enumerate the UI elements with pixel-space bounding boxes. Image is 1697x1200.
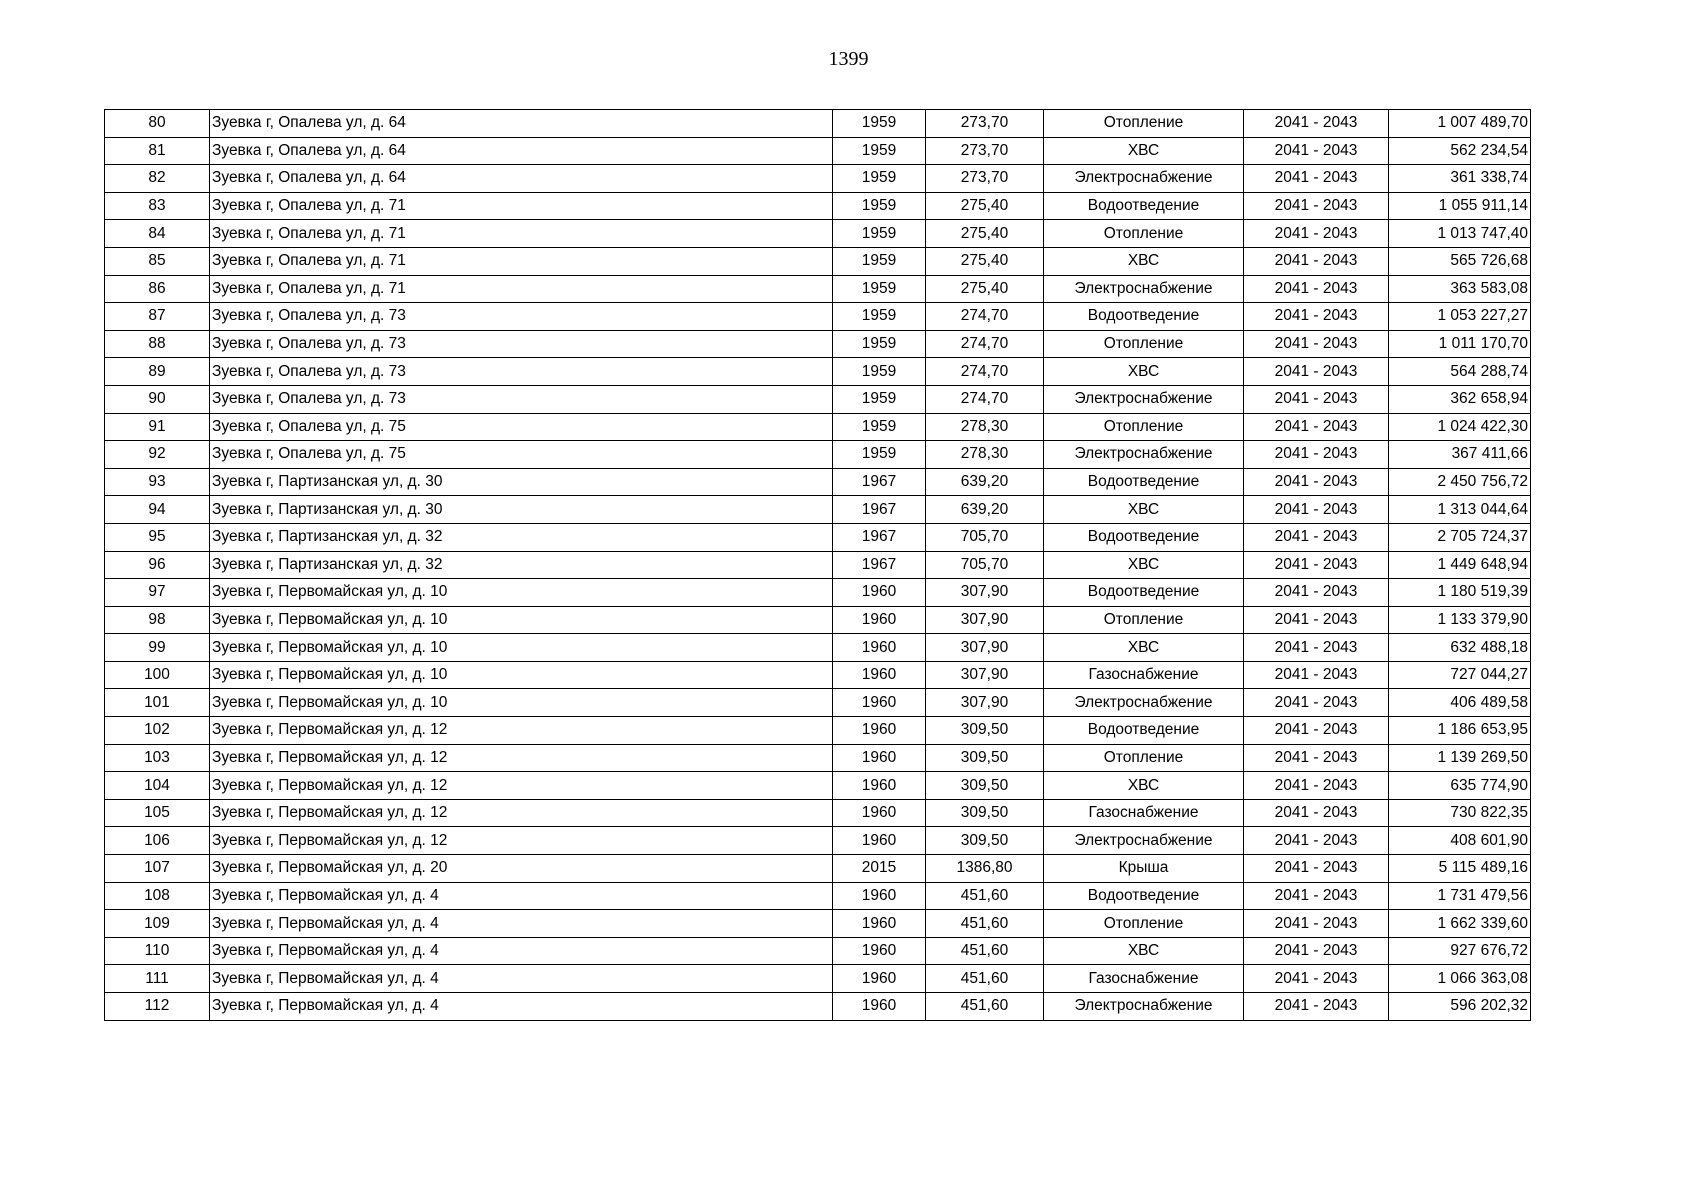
work-type-cell: Отопление — [1044, 220, 1244, 248]
build-year-cell: 1959 — [833, 192, 926, 220]
address-cell: Зуевка г, Опалева ул, д. 71 — [210, 192, 833, 220]
table-row — [105, 110, 1531, 138]
area-cell: 309,50 — [926, 799, 1044, 827]
period-cell: 2041 - 2043 — [1244, 661, 1389, 689]
address-cell: Зуевка г, Первомайская ул, д. 12 — [210, 744, 833, 772]
work-type-cell: Водоотведение — [1044, 523, 1244, 551]
period-cell: 2041 - 2043 — [1244, 827, 1389, 855]
row-number: 107 — [105, 855, 210, 883]
period-cell: 2041 - 2043 — [1244, 110, 1389, 138]
work-type-cell: ХВС — [1044, 937, 1244, 965]
row-number: 104 — [105, 772, 210, 800]
build-year-cell: 1959 — [833, 303, 926, 331]
cost-cell: 2 450 756,72 — [1389, 468, 1531, 496]
address-cell: Зуевка г, Первомайская ул, д. 10 — [210, 689, 833, 717]
cost-cell: 367 411,66 — [1389, 441, 1531, 469]
row-number: 92 — [105, 441, 210, 469]
cost-cell: 1 313 044,64 — [1389, 496, 1531, 524]
area-cell: 1386,80 — [926, 855, 1044, 883]
row-number: 84 — [105, 220, 210, 248]
work-type-cell: Газоснабжение — [1044, 661, 1244, 689]
table-row — [105, 137, 1531, 165]
address-cell: Зуевка г, Первомайская ул, д. 10 — [210, 634, 833, 662]
address-cell: Зуевка г, Опалева ул, д. 64 — [210, 110, 833, 138]
cost-cell: 596 202,32 — [1389, 993, 1531, 1021]
build-year-cell: 1960 — [833, 882, 926, 910]
row-number: 85 — [105, 247, 210, 275]
cost-cell: 2 705 724,37 — [1389, 523, 1531, 551]
address-cell: Зуевка г, Опалева ул, д. 71 — [210, 220, 833, 248]
area-cell: 451,60 — [926, 910, 1044, 938]
cost-cell: 1 053 227,27 — [1389, 303, 1531, 331]
address-cell: Зуевка г, Первомайская ул, д. 4 — [210, 937, 833, 965]
build-year-cell: 1959 — [833, 330, 926, 358]
area-cell: 705,70 — [926, 551, 1044, 579]
build-year-cell: 1967 — [833, 551, 926, 579]
build-year-cell: 1959 — [833, 110, 926, 138]
table-row — [105, 772, 1531, 800]
address-cell: Зуевка г, Опалева ул, д. 64 — [210, 165, 833, 193]
row-number: 102 — [105, 717, 210, 745]
area-cell: 705,70 — [926, 523, 1044, 551]
address-cell: Зуевка г, Первомайская ул, д. 12 — [210, 799, 833, 827]
cost-cell: 406 489,58 — [1389, 689, 1531, 717]
table-row — [105, 165, 1531, 193]
period-cell: 2041 - 2043 — [1244, 689, 1389, 717]
area-cell: 451,60 — [926, 937, 1044, 965]
period-cell: 2041 - 2043 — [1244, 551, 1389, 579]
build-year-cell: 1959 — [833, 137, 926, 165]
period-cell: 2041 - 2043 — [1244, 192, 1389, 220]
period-cell: 2041 - 2043 — [1244, 579, 1389, 607]
cost-cell: 727 044,27 — [1389, 661, 1531, 689]
cost-cell: 5 115 489,16 — [1389, 855, 1531, 883]
cost-cell: 565 726,68 — [1389, 247, 1531, 275]
table-row — [105, 855, 1531, 883]
row-number: 81 — [105, 137, 210, 165]
area-cell: 274,70 — [926, 385, 1044, 413]
build-year-cell: 1960 — [833, 993, 926, 1021]
row-number: 82 — [105, 165, 210, 193]
area-cell: 273,70 — [926, 137, 1044, 165]
address-cell: Зуевка г, Опалева ул, д. 71 — [210, 247, 833, 275]
area-cell: 309,50 — [926, 827, 1044, 855]
area-cell: 639,20 — [926, 496, 1044, 524]
address-cell: Зуевка г, Первомайская ул, д. 4 — [210, 910, 833, 938]
work-type-cell: Электроснабжение — [1044, 441, 1244, 469]
address-cell: Зуевка г, Партизанская ул, д. 30 — [210, 468, 833, 496]
address-cell: Зуевка г, Опалева ул, д. 64 — [210, 137, 833, 165]
build-year-cell: 1960 — [833, 606, 926, 634]
build-year-cell: 1960 — [833, 910, 926, 938]
period-cell: 2041 - 2043 — [1244, 441, 1389, 469]
table-row — [105, 220, 1531, 248]
table-row — [105, 910, 1531, 938]
period-cell: 2041 - 2043 — [1244, 993, 1389, 1021]
work-type-cell: Отопление — [1044, 330, 1244, 358]
table-row — [105, 799, 1531, 827]
address-cell: Зуевка г, Первомайская ул, д. 10 — [210, 661, 833, 689]
cost-cell: 1 662 339,60 — [1389, 910, 1531, 938]
period-cell: 2041 - 2043 — [1244, 910, 1389, 938]
table-row — [105, 192, 1531, 220]
period-cell: 2041 - 2043 — [1244, 220, 1389, 248]
address-cell: Зуевка г, Опалева ул, д. 73 — [210, 330, 833, 358]
area-cell: 275,40 — [926, 192, 1044, 220]
row-number: 110 — [105, 937, 210, 965]
period-cell: 2041 - 2043 — [1244, 358, 1389, 386]
period-cell: 2041 - 2043 — [1244, 855, 1389, 883]
build-year-cell: 1960 — [833, 937, 926, 965]
work-type-cell: Отопление — [1044, 413, 1244, 441]
work-type-cell: Электроснабжение — [1044, 993, 1244, 1021]
work-type-cell: Водоотведение — [1044, 882, 1244, 910]
area-cell: 274,70 — [926, 358, 1044, 386]
table-row — [105, 744, 1531, 772]
row-number: 101 — [105, 689, 210, 717]
table-row — [105, 551, 1531, 579]
cost-cell: 1 024 422,30 — [1389, 413, 1531, 441]
table-row — [105, 358, 1531, 386]
table-row — [105, 606, 1531, 634]
build-year-cell: 1960 — [833, 717, 926, 745]
cost-cell: 408 601,90 — [1389, 827, 1531, 855]
cost-cell: 363 583,08 — [1389, 275, 1531, 303]
cost-cell: 1 013 747,40 — [1389, 220, 1531, 248]
table-row — [105, 882, 1531, 910]
cost-cell: 564 288,74 — [1389, 358, 1531, 386]
cost-cell: 1 449 648,94 — [1389, 551, 1531, 579]
table-row — [105, 937, 1531, 965]
period-cell: 2041 - 2043 — [1244, 137, 1389, 165]
work-type-cell: Электроснабжение — [1044, 689, 1244, 717]
table-row — [105, 993, 1531, 1021]
cost-cell: 1 180 519,39 — [1389, 579, 1531, 607]
address-cell: Зуевка г, Партизанская ул, д. 32 — [210, 551, 833, 579]
cost-cell: 730 822,35 — [1389, 799, 1531, 827]
table-row — [105, 965, 1531, 993]
period-cell: 2041 - 2043 — [1244, 965, 1389, 993]
period-cell: 2041 - 2043 — [1244, 523, 1389, 551]
cost-cell: 562 234,54 — [1389, 137, 1531, 165]
build-year-cell: 1967 — [833, 496, 926, 524]
work-type-cell: ХВС — [1044, 137, 1244, 165]
cost-cell: 1 007 489,70 — [1389, 110, 1531, 138]
row-number: 80 — [105, 110, 210, 138]
work-type-cell: ХВС — [1044, 247, 1244, 275]
cost-cell: 1 055 911,14 — [1389, 192, 1531, 220]
build-year-cell: 1959 — [833, 220, 926, 248]
table-row — [105, 689, 1531, 717]
work-type-cell: Отопление — [1044, 110, 1244, 138]
work-type-cell: Электроснабжение — [1044, 165, 1244, 193]
cost-cell: 1 011 170,70 — [1389, 330, 1531, 358]
area-cell: 307,90 — [926, 579, 1044, 607]
period-cell: 2041 - 2043 — [1244, 772, 1389, 800]
area-cell: 278,30 — [926, 441, 1044, 469]
area-cell: 273,70 — [926, 165, 1044, 193]
table-row — [105, 468, 1531, 496]
table-row — [105, 523, 1531, 551]
row-number: 105 — [105, 799, 210, 827]
build-year-cell: 1959 — [833, 275, 926, 303]
area-cell: 274,70 — [926, 330, 1044, 358]
address-cell: Зуевка г, Опалева ул, д. 71 — [210, 275, 833, 303]
row-number: 83 — [105, 192, 210, 220]
address-cell: Зуевка г, Партизанская ул, д. 32 — [210, 523, 833, 551]
work-type-cell: Электроснабжение — [1044, 275, 1244, 303]
address-cell: Зуевка г, Первомайская ул, д. 12 — [210, 772, 833, 800]
period-cell: 2041 - 2043 — [1244, 330, 1389, 358]
address-cell: Зуевка г, Первомайская ул, д. 4 — [210, 965, 833, 993]
repair-schedule-table — [104, 109, 1531, 1021]
row-number: 108 — [105, 882, 210, 910]
work-type-cell: Водоотведение — [1044, 303, 1244, 331]
address-cell: Зуевка г, Опалева ул, д. 75 — [210, 413, 833, 441]
address-cell: Зуевка г, Опалева ул, д. 73 — [210, 385, 833, 413]
work-type-cell: Водоотведение — [1044, 468, 1244, 496]
address-cell: Зуевка г, Партизанская ул, д. 30 — [210, 496, 833, 524]
area-cell: 309,50 — [926, 772, 1044, 800]
row-number: 100 — [105, 661, 210, 689]
build-year-cell: 1960 — [833, 799, 926, 827]
address-cell: Зуевка г, Первомайская ул, д. 10 — [210, 606, 833, 634]
table-row — [105, 661, 1531, 689]
row-number: 86 — [105, 275, 210, 303]
work-type-cell: ХВС — [1044, 551, 1244, 579]
build-year-cell: 1959 — [833, 441, 926, 469]
cost-cell: 1 066 363,08 — [1389, 965, 1531, 993]
build-year-cell: 1960 — [833, 579, 926, 607]
period-cell: 2041 - 2043 — [1244, 799, 1389, 827]
row-number: 97 — [105, 579, 210, 607]
cost-cell: 1 133 379,90 — [1389, 606, 1531, 634]
work-type-cell: ХВС — [1044, 634, 1244, 662]
row-number: 90 — [105, 385, 210, 413]
table-body — [105, 110, 1531, 1021]
address-cell: Зуевка г, Опалева ул, д. 75 — [210, 441, 833, 469]
cost-cell: 361 338,74 — [1389, 165, 1531, 193]
cost-cell: 1 731 479,56 — [1389, 882, 1531, 910]
build-year-cell: 1960 — [833, 634, 926, 662]
area-cell: 451,60 — [926, 993, 1044, 1021]
table-row — [105, 413, 1531, 441]
table-row — [105, 496, 1531, 524]
cost-cell: 632 488,18 — [1389, 634, 1531, 662]
period-cell: 2041 - 2043 — [1244, 385, 1389, 413]
work-type-cell: ХВС — [1044, 358, 1244, 386]
work-type-cell: ХВС — [1044, 496, 1244, 524]
work-type-cell: Газоснабжение — [1044, 965, 1244, 993]
address-cell: Зуевка г, Первомайская ул, д. 20 — [210, 855, 833, 883]
work-type-cell: Газоснабжение — [1044, 799, 1244, 827]
address-cell: Зуевка г, Опалева ул, д. 73 — [210, 303, 833, 331]
row-number: 99 — [105, 634, 210, 662]
area-cell: 639,20 — [926, 468, 1044, 496]
area-cell: 307,90 — [926, 689, 1044, 717]
area-cell: 307,90 — [926, 634, 1044, 662]
row-number: 93 — [105, 468, 210, 496]
work-type-cell: Водоотведение — [1044, 717, 1244, 745]
period-cell: 2041 - 2043 — [1244, 275, 1389, 303]
build-year-cell: 1959 — [833, 247, 926, 275]
work-type-cell: Крыша — [1044, 855, 1244, 883]
period-cell: 2041 - 2043 — [1244, 413, 1389, 441]
period-cell: 2041 - 2043 — [1244, 468, 1389, 496]
address-cell: Зуевка г, Первомайская ул, д. 12 — [210, 827, 833, 855]
work-type-cell: Отопление — [1044, 910, 1244, 938]
table-row — [105, 579, 1531, 607]
build-year-cell: 1960 — [833, 772, 926, 800]
work-type-cell: Отопление — [1044, 606, 1244, 634]
area-cell: 451,60 — [926, 882, 1044, 910]
period-cell: 2041 - 2043 — [1244, 606, 1389, 634]
row-number: 106 — [105, 827, 210, 855]
row-number: 112 — [105, 993, 210, 1021]
build-year-cell: 1959 — [833, 165, 926, 193]
area-cell: 275,40 — [926, 275, 1044, 303]
row-number: 109 — [105, 910, 210, 938]
cost-cell: 1 186 653,95 — [1389, 717, 1531, 745]
build-year-cell: 2015 — [833, 855, 926, 883]
area-cell: 278,30 — [926, 413, 1044, 441]
build-year-cell: 1967 — [833, 523, 926, 551]
row-number: 91 — [105, 413, 210, 441]
row-number: 111 — [105, 965, 210, 993]
work-type-cell: Водоотведение — [1044, 579, 1244, 607]
row-number: 94 — [105, 496, 210, 524]
area-cell: 273,70 — [926, 110, 1044, 138]
table-row — [105, 330, 1531, 358]
period-cell: 2041 - 2043 — [1244, 882, 1389, 910]
table-row — [105, 827, 1531, 855]
row-number: 89 — [105, 358, 210, 386]
period-cell: 2041 - 2043 — [1244, 247, 1389, 275]
table-row — [105, 385, 1531, 413]
build-year-cell: 1960 — [833, 661, 926, 689]
row-number: 96 — [105, 551, 210, 579]
build-year-cell: 1960 — [833, 965, 926, 993]
period-cell: 2041 - 2043 — [1244, 165, 1389, 193]
page-number: 1399 — [828, 48, 869, 70]
work-type-cell: ХВС — [1044, 772, 1244, 800]
area-cell: 307,90 — [926, 661, 1044, 689]
area-cell: 307,90 — [926, 606, 1044, 634]
period-cell: 2041 - 2043 — [1244, 717, 1389, 745]
address-cell: Зуевка г, Первомайская ул, д. 4 — [210, 882, 833, 910]
table-row — [105, 717, 1531, 745]
build-year-cell: 1960 — [833, 827, 926, 855]
cost-cell: 362 658,94 — [1389, 385, 1531, 413]
table-row — [105, 441, 1531, 469]
address-cell: Зуевка г, Первомайская ул, д. 12 — [210, 717, 833, 745]
period-cell: 2041 - 2043 — [1244, 937, 1389, 965]
address-cell: Зуевка г, Первомайская ул, д. 4 — [210, 993, 833, 1021]
build-year-cell: 1960 — [833, 744, 926, 772]
cost-cell: 927 676,72 — [1389, 937, 1531, 965]
table-row — [105, 634, 1531, 662]
period-cell: 2041 - 2043 — [1244, 744, 1389, 772]
area-cell: 309,50 — [926, 744, 1044, 772]
work-type-cell: Электроснабжение — [1044, 827, 1244, 855]
address-cell: Зуевка г, Первомайская ул, д. 10 — [210, 579, 833, 607]
area-cell: 274,70 — [926, 303, 1044, 331]
work-type-cell: Отопление — [1044, 744, 1244, 772]
area-cell: 309,50 — [926, 717, 1044, 745]
period-cell: 2041 - 2043 — [1244, 303, 1389, 331]
row-number: 98 — [105, 606, 210, 634]
period-cell: 2041 - 2043 — [1244, 634, 1389, 662]
work-type-cell: Электроснабжение — [1044, 385, 1244, 413]
area-cell: 451,60 — [926, 965, 1044, 993]
table-row — [105, 247, 1531, 275]
table-row — [105, 275, 1531, 303]
build-year-cell: 1959 — [833, 385, 926, 413]
row-number: 95 — [105, 523, 210, 551]
build-year-cell: 1960 — [833, 689, 926, 717]
area-cell: 275,40 — [926, 247, 1044, 275]
cost-cell: 635 774,90 — [1389, 772, 1531, 800]
build-year-cell: 1967 — [833, 468, 926, 496]
period-cell: 2041 - 2043 — [1244, 496, 1389, 524]
row-number: 88 — [105, 330, 210, 358]
table-row — [105, 303, 1531, 331]
build-year-cell: 1959 — [833, 358, 926, 386]
row-number: 87 — [105, 303, 210, 331]
cost-cell: 1 139 269,50 — [1389, 744, 1531, 772]
build-year-cell: 1959 — [833, 413, 926, 441]
area-cell: 275,40 — [926, 220, 1044, 248]
work-type-cell: Водоотведение — [1044, 192, 1244, 220]
address-cell: Зуевка г, Опалева ул, д. 73 — [210, 358, 833, 386]
row-number: 103 — [105, 744, 210, 772]
